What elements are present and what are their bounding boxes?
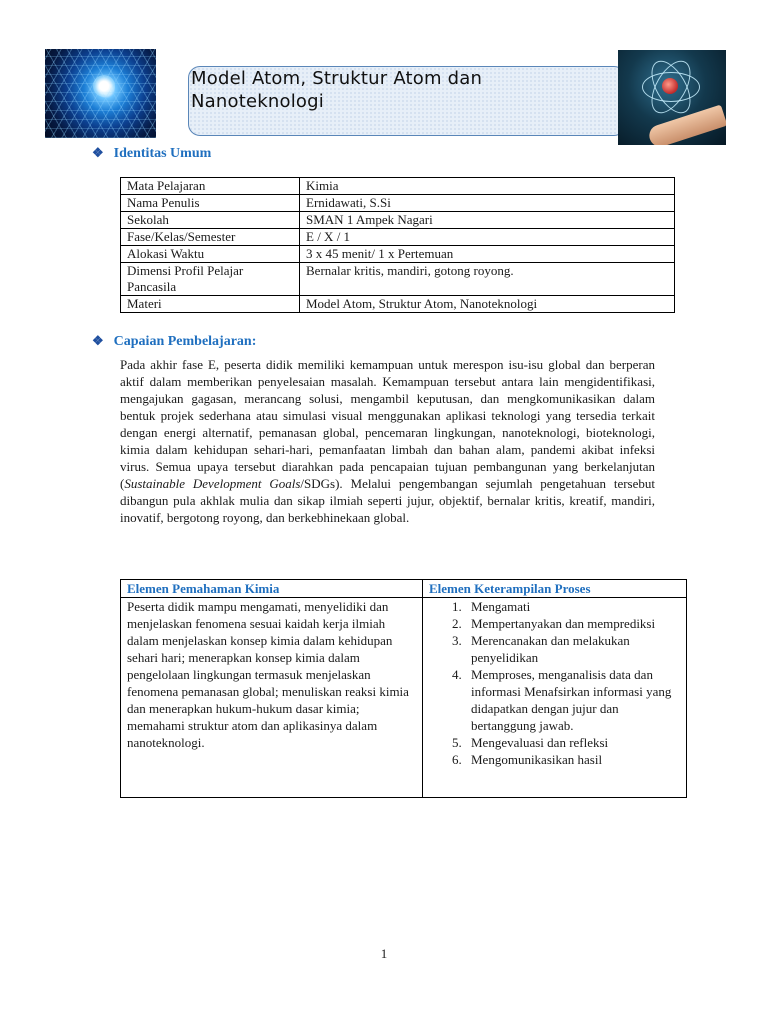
identitas-value: Bernalar kritis, mandiri, gotong royong. — [300, 263, 675, 296]
identitas-table — [120, 177, 675, 313]
identitas-label: Materi — [121, 296, 300, 313]
title-line-2: Nanoteknologi — [191, 91, 324, 112]
identitas-label: Mata Pelajaran — [121, 178, 300, 195]
document-title — [191, 67, 625, 113]
identitas-row — [121, 246, 675, 263]
section-heading-identitas: ❖ Identitas Umum — [92, 145, 212, 161]
identitas-label: Sekolah — [121, 212, 300, 229]
identitas-value: Ernidawati, S.Si — [300, 195, 675, 212]
identitas-row — [121, 263, 675, 296]
identitas-label: Fase/Kelas/Semester — [121, 229, 300, 246]
identitas-row — [121, 296, 675, 313]
elemen-pemahaman-text: Peserta didik mampu mengamati, menyelidiki dan menjelaskan fenomena sesuai kaidah kerja ilmiah dalam menjelaskan konsep kimia dalam kehidupan sehari hari; menerapkan konsep kimia dalam pengelolaan lingkungan termasuk menjelaskan fenomena pemanasan global; menuliskan reaksi kimia dan menerapkan hukum-hukum dasar kimia; memahami struktur atom dan aplikasinya dalam nanoteknologi. — [121, 598, 423, 798]
identitas-row — [121, 229, 675, 246]
keterampilan-item: 6. Mengomunikasikan hasil — [465, 751, 680, 768]
keterampilan-item: 4. Memproses, menganalisis data dan informasi Menafsirkan informasi yang didapatkan dengan jujur dan bertanggung jawab. — [465, 666, 680, 734]
capaian-paragraph: Pada akhir fase E, peserta didik memiliki kemampuan untuk merespon isu-isu global dan berperan aktif dalam memberikan penyelesaian masalah. Kemampuan tersebut antara lain mengidentifikasi, mengajukan gagasan, merancang solusi, mengambil keputusan, dan mengkomunikasikan dalam bentuk projek sederhana atau simulasi visual menggunakan aplikasi teknologi yang tersedia terkait dengan energi alternatif, pemanasan global, pencemaran lingkungan, nanoteknologi, bioteknologi, kimia dalam kehidupan sehari-hari, pemanfaatan limbah dan bahan alam, pandemi akibat infeksi virus. Semua upaya tersebut diarahkan pada pencapaian tujuan pembangunan yang berkelanjutan (Sustainable Development Goals/SDGs). Melalui pengembangan sejumlah pengetahuan tersebut dibangun pula akhlak mulia dan sikap ilmiah seperti jujur, objektif, bernalar kritis, kreatif, mandiri, inovatif, bergotong royong, dan berkebhinekaan global. — [120, 357, 655, 525]
identitas-label: Alokasi Waktu — [121, 246, 300, 263]
elemen-keterampilan-cell — [423, 598, 687, 798]
diamond-bullet-icon: ❖ — [92, 333, 104, 348]
identitas-value: SMAN 1 Ampek Nagari — [300, 212, 675, 229]
atom-hand-header-image — [618, 50, 726, 145]
keterampilan-item: 5. Mengevaluasi dan refleksi — [465, 734, 680, 751]
identitas-label: Nama Penulis — [121, 195, 300, 212]
page-number: 1 — [380, 946, 388, 961]
identitas-row — [121, 178, 675, 195]
keterampilan-item: 2. Mempertanyakan dan memprediksi — [465, 615, 680, 632]
identitas-row — [121, 195, 675, 212]
keterampilan-item: 3. Merencanakan dan melakukan penyelidikan — [465, 632, 680, 666]
elemen-header-keterampilan: Elemen Keterampilan Proses — [423, 580, 687, 598]
identitas-value: Model Atom, Struktur Atom, Nanoteknologi — [300, 296, 675, 313]
identitas-row — [121, 212, 675, 229]
nanotech-header-image — [45, 49, 156, 138]
keterampilan-list — [429, 598, 680, 768]
title-line-1: Model Atom, Struktur Atom dan — [191, 68, 483, 89]
identitas-value: 3 x 45 menit/ 1 x Pertemuan — [300, 246, 675, 263]
elemen-table — [120, 579, 687, 798]
identitas-value: Kimia — [300, 178, 675, 195]
elemen-header-pemahaman: Elemen Pemahaman Kimia — [121, 580, 423, 598]
section-heading-capaian: ❖ Capaian Pembelajaran: — [92, 333, 257, 349]
document-title-box — [188, 66, 626, 136]
identitas-value: E / X / 1 — [300, 229, 675, 246]
keterampilan-item: 1. Mengamati — [465, 598, 680, 615]
diamond-bullet-icon: ❖ — [92, 145, 104, 160]
identitas-label: Dimensi Profil Pelajar Pancasila — [121, 263, 300, 296]
